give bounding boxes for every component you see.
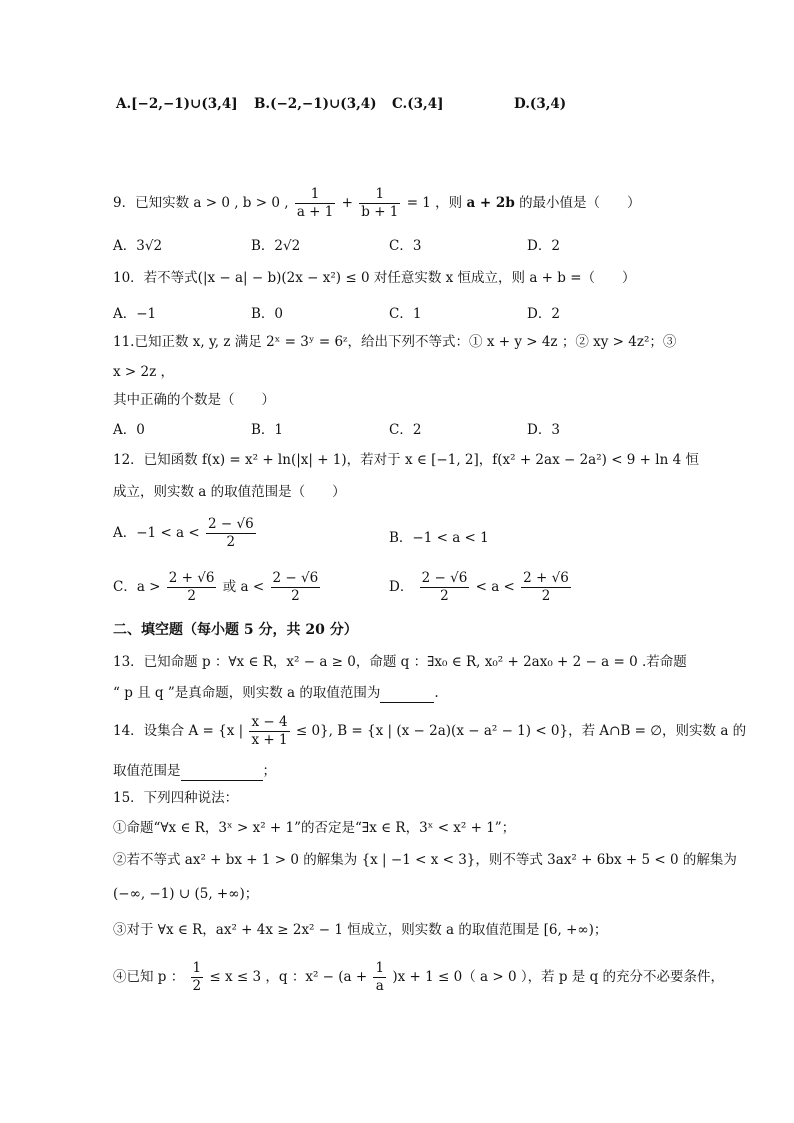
q14-stem-line2: 取值范围是 ；: [113, 760, 276, 781]
q9-fraction-2: $\frac{1}{b + 1}$: [361, 186, 399, 220]
q8-option-b: B.(−2,−1)∪(3,4): [254, 96, 377, 112]
q10-option-d: D．2: [527, 306, 560, 322]
q9-option-a: A．3√2: [113, 238, 163, 254]
q12-stem-line2: 成立，则实数 a 的取值范围是（ ）: [113, 484, 346, 500]
q10-option-c: C．1: [389, 306, 422, 322]
q15-title: 15．下列四种说法：: [113, 790, 239, 806]
q14-answer-blank: [181, 760, 263, 781]
q10-stem: 10．若不等式(|x − a| − b)(2x − x²) ≤ 0 对任意实数 x 恒成立，则 a + b =（ ）: [113, 270, 636, 286]
q11-option-d: D．3: [527, 422, 560, 438]
q9-fraction-1: $\frac{1}{a + 1}$: [296, 186, 334, 220]
q9-equals: = 1 ，则: [406, 195, 463, 211]
q11-stem-line1: 11.已知正数 x, y, z 满足 2ˣ = 3ʸ = 6ᶻ，给出下列不等式：① x + y > 4z ；② xy > 4z²；③: [113, 334, 677, 350]
q12-option-c: C．a > $\frac{2 + √6}{2}$ 或 a < $\frac{2 - √6}{2}$: [113, 570, 319, 604]
q9-option-c: C．3: [389, 238, 422, 254]
q14-stem-line1: 14．设集合 A = {x | $\frac{x - 4}{x + 1}$ ≤ 0}, B = {x | (x − 2a)(x − a² − 1) < 0}，若 A∩B = ∅，则实数 a 的: [113, 714, 747, 748]
q12-option-a: A．−1 < a < $\frac{2 - √6}{2}$: [113, 516, 254, 550]
q9-suffix: 的最小值是（ ）: [519, 195, 641, 211]
q11-option-c: C．2: [389, 422, 422, 438]
q11-option-a: A．0: [113, 422, 145, 438]
q13-answer-blank: [380, 682, 434, 703]
q15-statement-2-line1: ②若不等式 ax² + bx + 1 > 0 的解集为 {x | −1 < x < 3}，则不等式 3ax² + 6bx + 5 < 0 的解集为: [113, 852, 737, 868]
q15-statement-4: ④已知 p ： $\frac{1}{2}$ ≤ x ≤ 3 ，q ：x² − (a + $\frac{1}{a}$ )x + 1 ≤ 0（ a > 0 ），若 p 是 q 的充分不必要条件，: [113, 960, 725, 994]
q9-stem: [113, 186, 641, 221]
section-2-heading: 二、填空题（每小题 5 分，共 20 分）: [113, 622, 358, 638]
q10-option-b: B．0: [251, 306, 284, 322]
q10-option-a: A．−1: [113, 306, 157, 322]
q9-prefix: 9．已知实数: [113, 195, 190, 211]
q9-expression: a + 2b: [466, 195, 515, 211]
q15-statement-2-line2: (−∞, −1) ∪ (5, +∞)；: [113, 886, 259, 902]
q9-option-d: D．2: [527, 238, 560, 254]
q11-stem-line3: 其中正确的个数是（ ）: [113, 392, 275, 408]
q9-option-b: B．2√2: [251, 238, 301, 254]
q9-plus: +: [341, 195, 353, 211]
q11-option-b: B．1: [251, 422, 284, 438]
q12-option-b: B．−1 < a < 1: [389, 530, 489, 546]
q8-option-c: C.(3,4]: [392, 96, 444, 112]
q13-stem-line2: “ p 且 q ”是真命题，则实数 a 的取值范围为 .: [113, 682, 439, 703]
q11-stem-line2: x > 2z ，: [113, 364, 175, 380]
q15-statement-3: ③对于 ∀x ∈ R，ax² + 4x ≥ 2x² − 1 恒成立，则实数 a 的取值范围是 [6, +∞)；: [113, 922, 608, 938]
q8-option-a: A.[−2,−1)∪(3,4]: [116, 96, 238, 112]
q15-statement-1: ①命题“∀x ∈ R，3ˣ > x² + 1”的否定是“∃x ∈ R，3ˣ < x² + 1”；: [113, 820, 516, 836]
q9-condition: a > 0 , b > 0 ,: [193, 195, 289, 211]
q8-option-d: D.(3,4): [514, 96, 567, 112]
q12-option-d: D． $\frac{2 - √6}{2}$ < a < $\frac{2 + √6}{2}$: [389, 570, 569, 604]
q13-stem-line1: 13．已知命题 p ：∀x ∈ R，x² − a ≥ 0，命题 q ：∃x₀ ∈ R, x₀² + 2ax₀ + 2 − a = 0 .若命题: [113, 654, 687, 670]
q12-stem-line1: 12．已知函数 f(x) = x² + ln(|x| + 1)，若对于 x ∈ [−1, 2]，f(x² + 2ax − 2a²) < 9 + ln 4 恒: [113, 452, 699, 468]
